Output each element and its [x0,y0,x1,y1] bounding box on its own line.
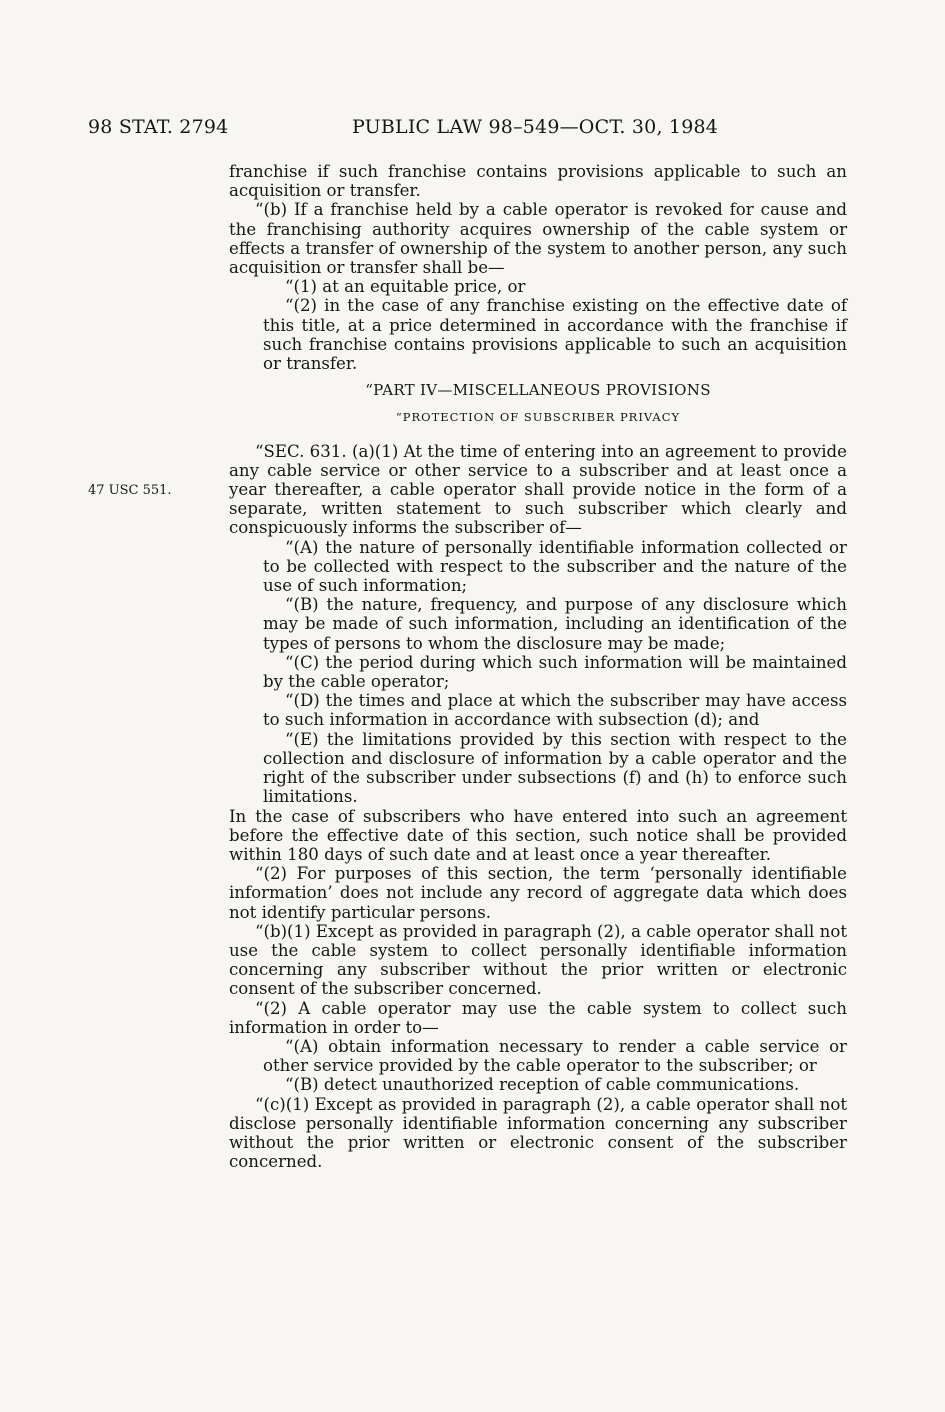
paragraph-a-2: “(2) For purposes of this section, the term ‘personally identifiable information’ does not include any record of aggregate data which does not identify particular persons. [229,864,847,922]
paragraph-b-1-collection: “(b)(1) Except as provided in paragraph (2), a cable operator shall not use the cable system to collect personally identifiable information concerning any subscriber without the prior written or electronic consent of the subscriber concerned. [229,921,847,999]
statute-text [229,162,847,1171]
section-subheading: “PROTECTION OF SUBSCRIBER PRIVACY [395,410,681,425]
clause-c: “(C) the period during which such information will be maintained by the cable operator; [263,652,847,692]
clause-d: “(D) the times and place at which the subscriber may have access to such information in accordance with subsection (d); and [263,691,847,730]
clause-a: “(A) the nature of personally identifiable information collected or to be collected with respect to the subscriber and the nature of the use of such information; [263,537,847,596]
paragraph-existing-subscribers: In the case of subscribers who have entered into such an agreement before the effective date of this section, such notice shall be provided within 180 days of such date and at least once a year thereafter. [229,806,847,864]
clause-b-2-b: “(B) detect unauthorized reception of cable communications. [285,1075,800,1095]
stat-citation: 98 STAT. 2794 [88,116,229,138]
paragraph-b-2: “(2) in the case of any franchise existing on the effective date of this title, at a price determined in accordance with the franchise if such franchise contains provisions applicable to such an acquisition or transfer. [263,296,847,374]
clause-b-2-a: “(A) obtain information necessary to render a cable service or other service provided by the cable operator to the subscriber; or [263,1036,847,1076]
margin-note-usc: 47 USC 551. [88,483,172,498]
section-631-a-1: “SEC. 631. (a)(1) At the time of entering into an agreement to provide any cable service or other service to a subscriber and at least once a year thereafter, a cable operator shall provide notice in the form of a separate, written statement to such subscriber which clearly and conspicuously informs the subscriber of— [229,441,847,538]
clause-e: “(E) the limitations provided by this section with respect to the collection and disclosure of information by a cable operator and the right of the subscriber under subsections (f) and (h) to enforce such limitations. [263,729,847,807]
paragraph-b: “(b) If a franchise held by a cable operator is revoked for cause and the franchising authority acquires ownership of the cable system or effects a transfer of ownership of the system to another person, any such acquisition or transfer shall be— [229,200,847,278]
paragraph-continuation: franchise if such franchise contains provisions applicable to such an acquisition or transfer. [229,162,847,201]
part-heading: “PART IV—MISCELLANEOUS PROVISIONS [365,381,711,400]
paragraph-b-1: “(1) at an equitable price, or [285,277,526,297]
clause-b: “(B) the nature, frequency, and purpose of any disclosure which may be made of such information, including an identification of the types of persons to whom the disclosure may be made; [263,595,847,653]
paragraph-c-1: “(c)(1) Except as provided in paragraph (2), a cable operator shall not disclose personally identifiable information concerning any subscriber without the prior written or electronic consent of the subscriber concerned. [229,1094,847,1172]
page-header [0,116,945,146]
public-law-title: PUBLIC LAW 98–549—OCT. 30, 1984 [352,116,719,138]
paragraph-b-2-collection: “(2) A cable operator may use the cable system to collect such information in order to— [229,998,847,1037]
